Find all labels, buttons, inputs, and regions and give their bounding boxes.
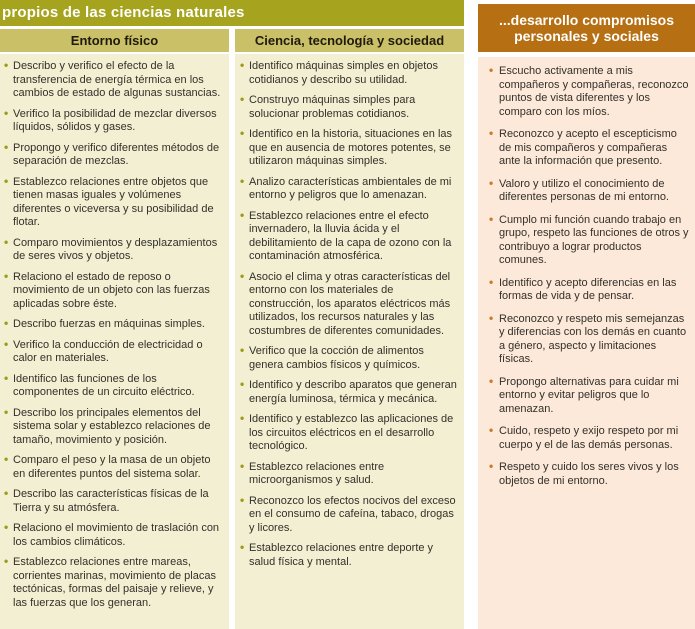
standard-item: • Reconozco los efectos nocivos del exceso en el consumo de cafeína, tabaco, drogas y licores. (240, 495, 459, 536)
standard-item: • Identifico y establezco las aplicaciones de los circuitos eléctricos en el desarrollo tecnológico. (240, 413, 459, 454)
standard-item: • Respeto y cuido los seres vivos y los objetos de mi entorno. (489, 461, 689, 488)
standard-item: • Identifico y describo aparatos que generan energía luminosa, térmica y mecánica. (240, 379, 459, 406)
standard-item: • Cuido, respeto y exijo respeto por mi cuerpo y el de las demás personas. (489, 425, 689, 452)
section-banner-title: propios de las ciencias naturales (2, 4, 245, 21)
column-body-ciencia-tecnologia (235, 54, 464, 629)
column-header-compromisos-title: ...desarrollo compromisos personales y sociales (498, 12, 675, 44)
standards-list-entorno-fisico (4, 60, 224, 610)
column-body-entorno-fisico (0, 54, 229, 629)
standard-item: • Comparo movimientos y desplazamientos de seres vivos y objetos. (4, 237, 224, 264)
column-header-entorno-fisico: Entorno físico (0, 29, 229, 52)
standard-item: • Describo las características físicas de la Tierra y su atmósfera. (4, 488, 224, 515)
standard-item: • Describo fuerzas en máquinas simples. (4, 318, 224, 332)
column-header-ciencia-tecnologia: Ciencia, tecnología y sociedad (235, 29, 464, 52)
standard-item: • Establezco relaciones entre deporte y salud física y mental. (240, 542, 459, 569)
section-banner (0, 0, 464, 26)
standard-item: • Identifico en la historia, situaciones en las que en ausencia de motores potentes, se utilizaron máquinas simples. (240, 128, 459, 169)
standard-item: • Establezco relaciones entre objetos que tienen masas iguales y volúmenes diferentes o viceversa y su posibilidad de flotar. (4, 176, 224, 230)
standard-item: • Reconozco y respeto mis semejanzas y diferencias con los demás en cuanto a género, aspecto y limitaciones físicas. (489, 313, 689, 367)
standard-item: • Identifico máquinas simples en objetos cotidianos y describo su utilidad. (240, 60, 459, 87)
standard-item: • Valoro y utilizo el conocimiento de diferentes personas de mi entorno. (489, 178, 689, 205)
standard-item: • Propongo y verifico diferentes métodos de separación de mezclas. (4, 142, 224, 169)
standard-item: • Verifico que la cocción de alimentos genera cambios físicos y químicos. (240, 345, 459, 372)
standard-item: • Analizo características ambientales de mi entorno y peligros que lo amenazan. (240, 176, 459, 203)
standard-item: • Escucho activamente a mis compañeros y compañeras, reconozco puntos de vista diferentes y los comparo con los míos. (489, 65, 689, 119)
standard-item: • Propongo alternativas para cuidar mi entorno y evitar peligros que lo amenazan. (489, 376, 689, 417)
standard-item: • Comparo el peso y la masa de un objeto en diferentes puntos del sistema solar. (4, 454, 224, 481)
standard-item: • Relaciono el movimiento de traslación con los cambios climáticos. (4, 522, 224, 549)
standard-item: • Verifico la posibilidad de mezclar diversos líquidos, sólidos y gases. (4, 108, 224, 135)
column-body-compromisos (478, 57, 695, 629)
standard-item: • Identifico y acepto diferencias en las formas de vida y de pensar. (489, 277, 689, 304)
standard-item: • Reconozco y acepto el escepticismo de mis compañeros y compañeras ante la información que presento. (489, 128, 689, 169)
standard-item: • Establezco relaciones entre el efecto invernadero, la lluvia ácida y el debilitamiento de la capa de ozono con la contaminación atmosférica. (240, 210, 459, 264)
standard-item: • Describo y verifico el efecto de la transferencia de energía térmica en los cambios de estado de algunas sustancias. (4, 60, 224, 101)
column-header-compromisos (478, 4, 695, 52)
standard-item: • Cumplo mi función cuando trabajo en grupo, respeto las funciones de otros y contribuyo a lograr productos comunes. (489, 214, 689, 268)
standards-list-ciencia-tecnologia (240, 60, 459, 569)
standards-list-compromisos (489, 65, 689, 488)
standard-item: • Describo los principales elementos del sistema solar y establezco relaciones de tamaño, movimiento y posición. (4, 407, 224, 448)
standard-item: • Identifico las funciones de los componentes de un circuito eléctrico. (4, 373, 224, 400)
standard-item: • Relaciono el estado de reposo o movimiento de un objeto con las fuerzas aplicadas sobre éste. (4, 271, 224, 312)
standard-item: • Asocio el clima y otras características del entorno con los materiales de construcción, los aparatos eléctricos más utilizados, los recursos naturales y las costumbres de diferentes comunidades. (240, 271, 459, 339)
standard-item: • Verifico la conducción de electricidad o calor en materiales. (4, 339, 224, 366)
standard-item: • Establezco relaciones entre mareas, corrientes marinas, movimiento de placas tectónicas, formas del paisaje y relieve, y las fuerzas que los generan. (4, 556, 224, 610)
standard-item: • Construyo máquinas simples para solucionar problemas cotidianos. (240, 94, 459, 121)
standard-item: • Establezco relaciones entre microorganismos y salud. (240, 461, 459, 488)
